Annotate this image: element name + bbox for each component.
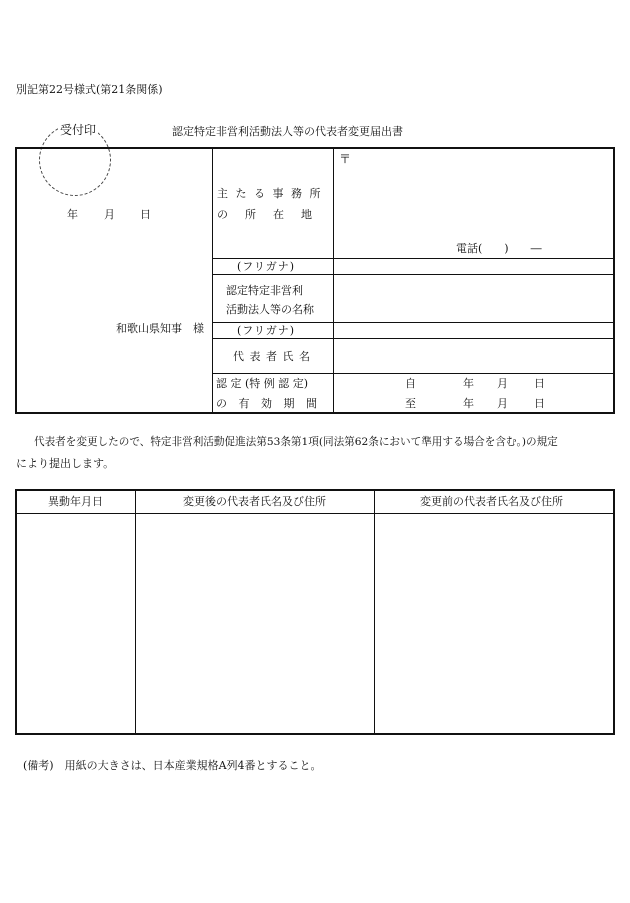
change-date-field[interactable] [18, 515, 134, 731]
body-text-line1: 代表者を変更したので、特定非営利活動促進法第53条第1項(同法第62条において準用する場合を含む。)の規定 [34, 436, 558, 448]
validity-from-month: 月 [497, 377, 508, 390]
addressee: 和歌山県知事 様 [116, 322, 204, 335]
representative-label: 代 表 者 氏 名 [233, 350, 311, 363]
old-representative-field[interactable] [376, 515, 612, 731]
validity-label-line1: 認 定 (特 例 認 定) [216, 377, 309, 390]
validity-to-month: 月 [497, 397, 508, 410]
org-name-label-line1: 認定特定非営利 [226, 284, 303, 297]
form-number: 別記第22号様式(第21条関係) [16, 83, 163, 96]
form-title: 認定特定非営利活動法人等の代表者変更届出書 [172, 125, 403, 138]
date-year: 年 [67, 208, 78, 221]
new-representative-field[interactable] [137, 515, 373, 731]
body-text-line2: により提出します。 [16, 457, 115, 470]
date-day: 日 [140, 208, 151, 221]
validity-from-year: 年 [463, 377, 474, 390]
representative-name-field[interactable] [336, 340, 611, 372]
furigana-label-2: (フリガナ) [237, 324, 296, 337]
header-new-representative: 変更後の代表者氏名及び住所 [183, 495, 326, 508]
validity-to-mark: 至 [405, 397, 416, 410]
phone-label: 電話( ) ― [456, 242, 542, 255]
postal-mark: 〒 [339, 152, 352, 166]
validity-from-day: 日 [534, 377, 545, 390]
validity-to-year: 年 [463, 397, 474, 410]
header-change-date: 異動年月日 [48, 495, 103, 508]
office-label-line1: 主 た る 事 務 所 [217, 187, 323, 200]
org-furigana-field[interactable] [336, 260, 611, 273]
date-month: 月 [104, 208, 115, 221]
note: (備考) 用紙の大きさは、日本産業規格A列4番とすること。 [23, 759, 322, 772]
validity-to-day: 日 [534, 397, 545, 410]
header-old-representative: 変更前の代表者氏名及び住所 [420, 495, 563, 508]
representative-furigana-field[interactable] [336, 324, 611, 337]
furigana-label: (フリガナ) [237, 260, 296, 273]
org-name-label-line2: 活動法人等の名称 [226, 303, 314, 316]
validity-from-mark: 自 [405, 377, 416, 390]
reception-stamp-label: 受付印 [60, 123, 97, 137]
validity-label-line2: の 有 効 期 間 [216, 397, 321, 410]
org-name-field[interactable] [336, 276, 611, 321]
office-address-field[interactable] [336, 162, 611, 256]
office-label-line2: の 所 在 地 [217, 208, 315, 221]
